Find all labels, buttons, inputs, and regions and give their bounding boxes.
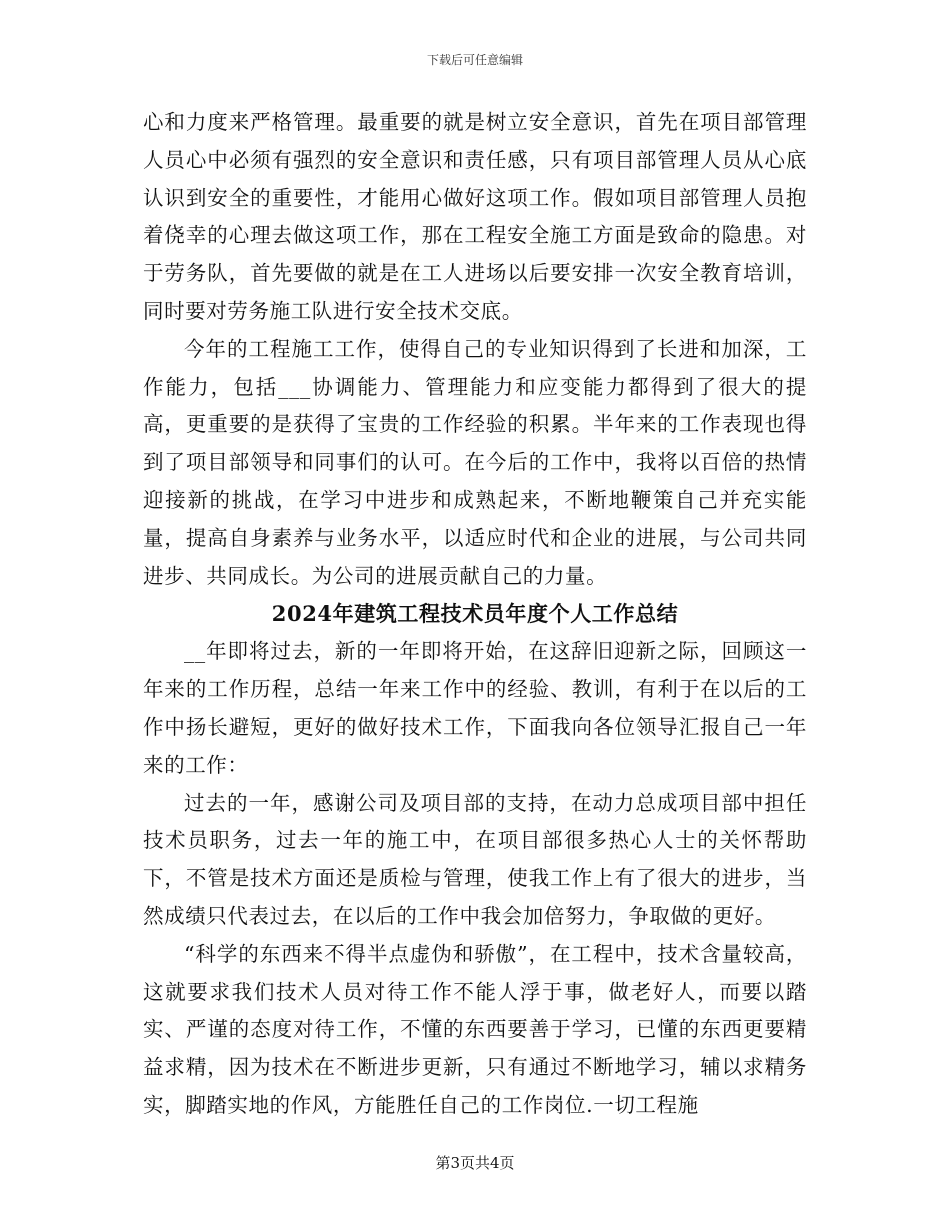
paragraph-safety-management: 心和力度来严格管理。最重要的就是树立安全意识，首先在项目部管理人员心中必须有强烈的安全意识和责任感，只有项目部管理人员从心底认识到安全的重要性，才能用心做好这项工作。假如项目部管理人员抱着侥幸的心理去做这项工作，那在工程安全施工方面是致命的隐患。对于劳务队，首先要做的就是在工人进场以后要安排一次安全教育培训，同时要对劳务施工队进行安全技术交底。 — [143, 110, 807, 323]
paragraph-introduction: __年即将过去，新的一年即将开始，在这辞旧迎新之际，回顾这一年来的工作历程，总结一年来工作中的经验、教训，有利于在以后的工作中扬长避短，更好的做好技术工作，下面我向各位领导汇报自己一年来的工作： — [143, 639, 807, 777]
paragraph-technical-attitude: “科学的东西来不得半点虚伪和骄傲”，在工程中，技术含量较高，这就要求我们技术人员对待工作不能人浮于事，做老好人，而要以踏实、严谨的态度对待工作，不懂的东西要善于学习，已懂的东西更要精益求精，因为技术在不断进步更新，只有通过不断地学习，辅以求精务实，脚踏实地的作风，方能胜任自己的工作岗位.一切工程施 — [143, 941, 807, 1117]
page-number: 第3页共4页 — [435, 1154, 515, 1172]
section-title: 2024年建筑工程技术员年度个人工作总结 — [271, 601, 679, 627]
document-body — [143, 104, 807, 1125]
paragraph-past-year: 过去的一年，感谢公司及项目部的支持，在动力总成项目部中担任技术员职务，过去一年的施工中，在项目部很多热心人士的关怀帮助下，不管是技术方面还是质检与管理，使我工作上有了很大的进步，当然成绩只代表过去，在以后的工作中我会加倍努力，争取做的更好。 — [143, 790, 807, 928]
header-note: 下载后可任意编辑 — [426, 53, 523, 67]
paragraph-annual-review: 今年的工程施工工作，使得自己的专业知识得到了长进和加深，工作能力，包括___协调能力、管理能力和应变能力都得到了很大的提高，更重要的是获得了宝贵的工作经验的积累。半年来的工作表现也得到了项目部领导和同事们的认可。在今后的工作中，我将以百倍的热情迎接新的挑战，在学习中进步和成熟起来，不断地鞭策自己并充实能量，提高自身素养与业务水平，以适应时代和企业的进展，与公司共同进步、共同成长。为公司的进展贡献自己的力量。 — [143, 336, 807, 588]
